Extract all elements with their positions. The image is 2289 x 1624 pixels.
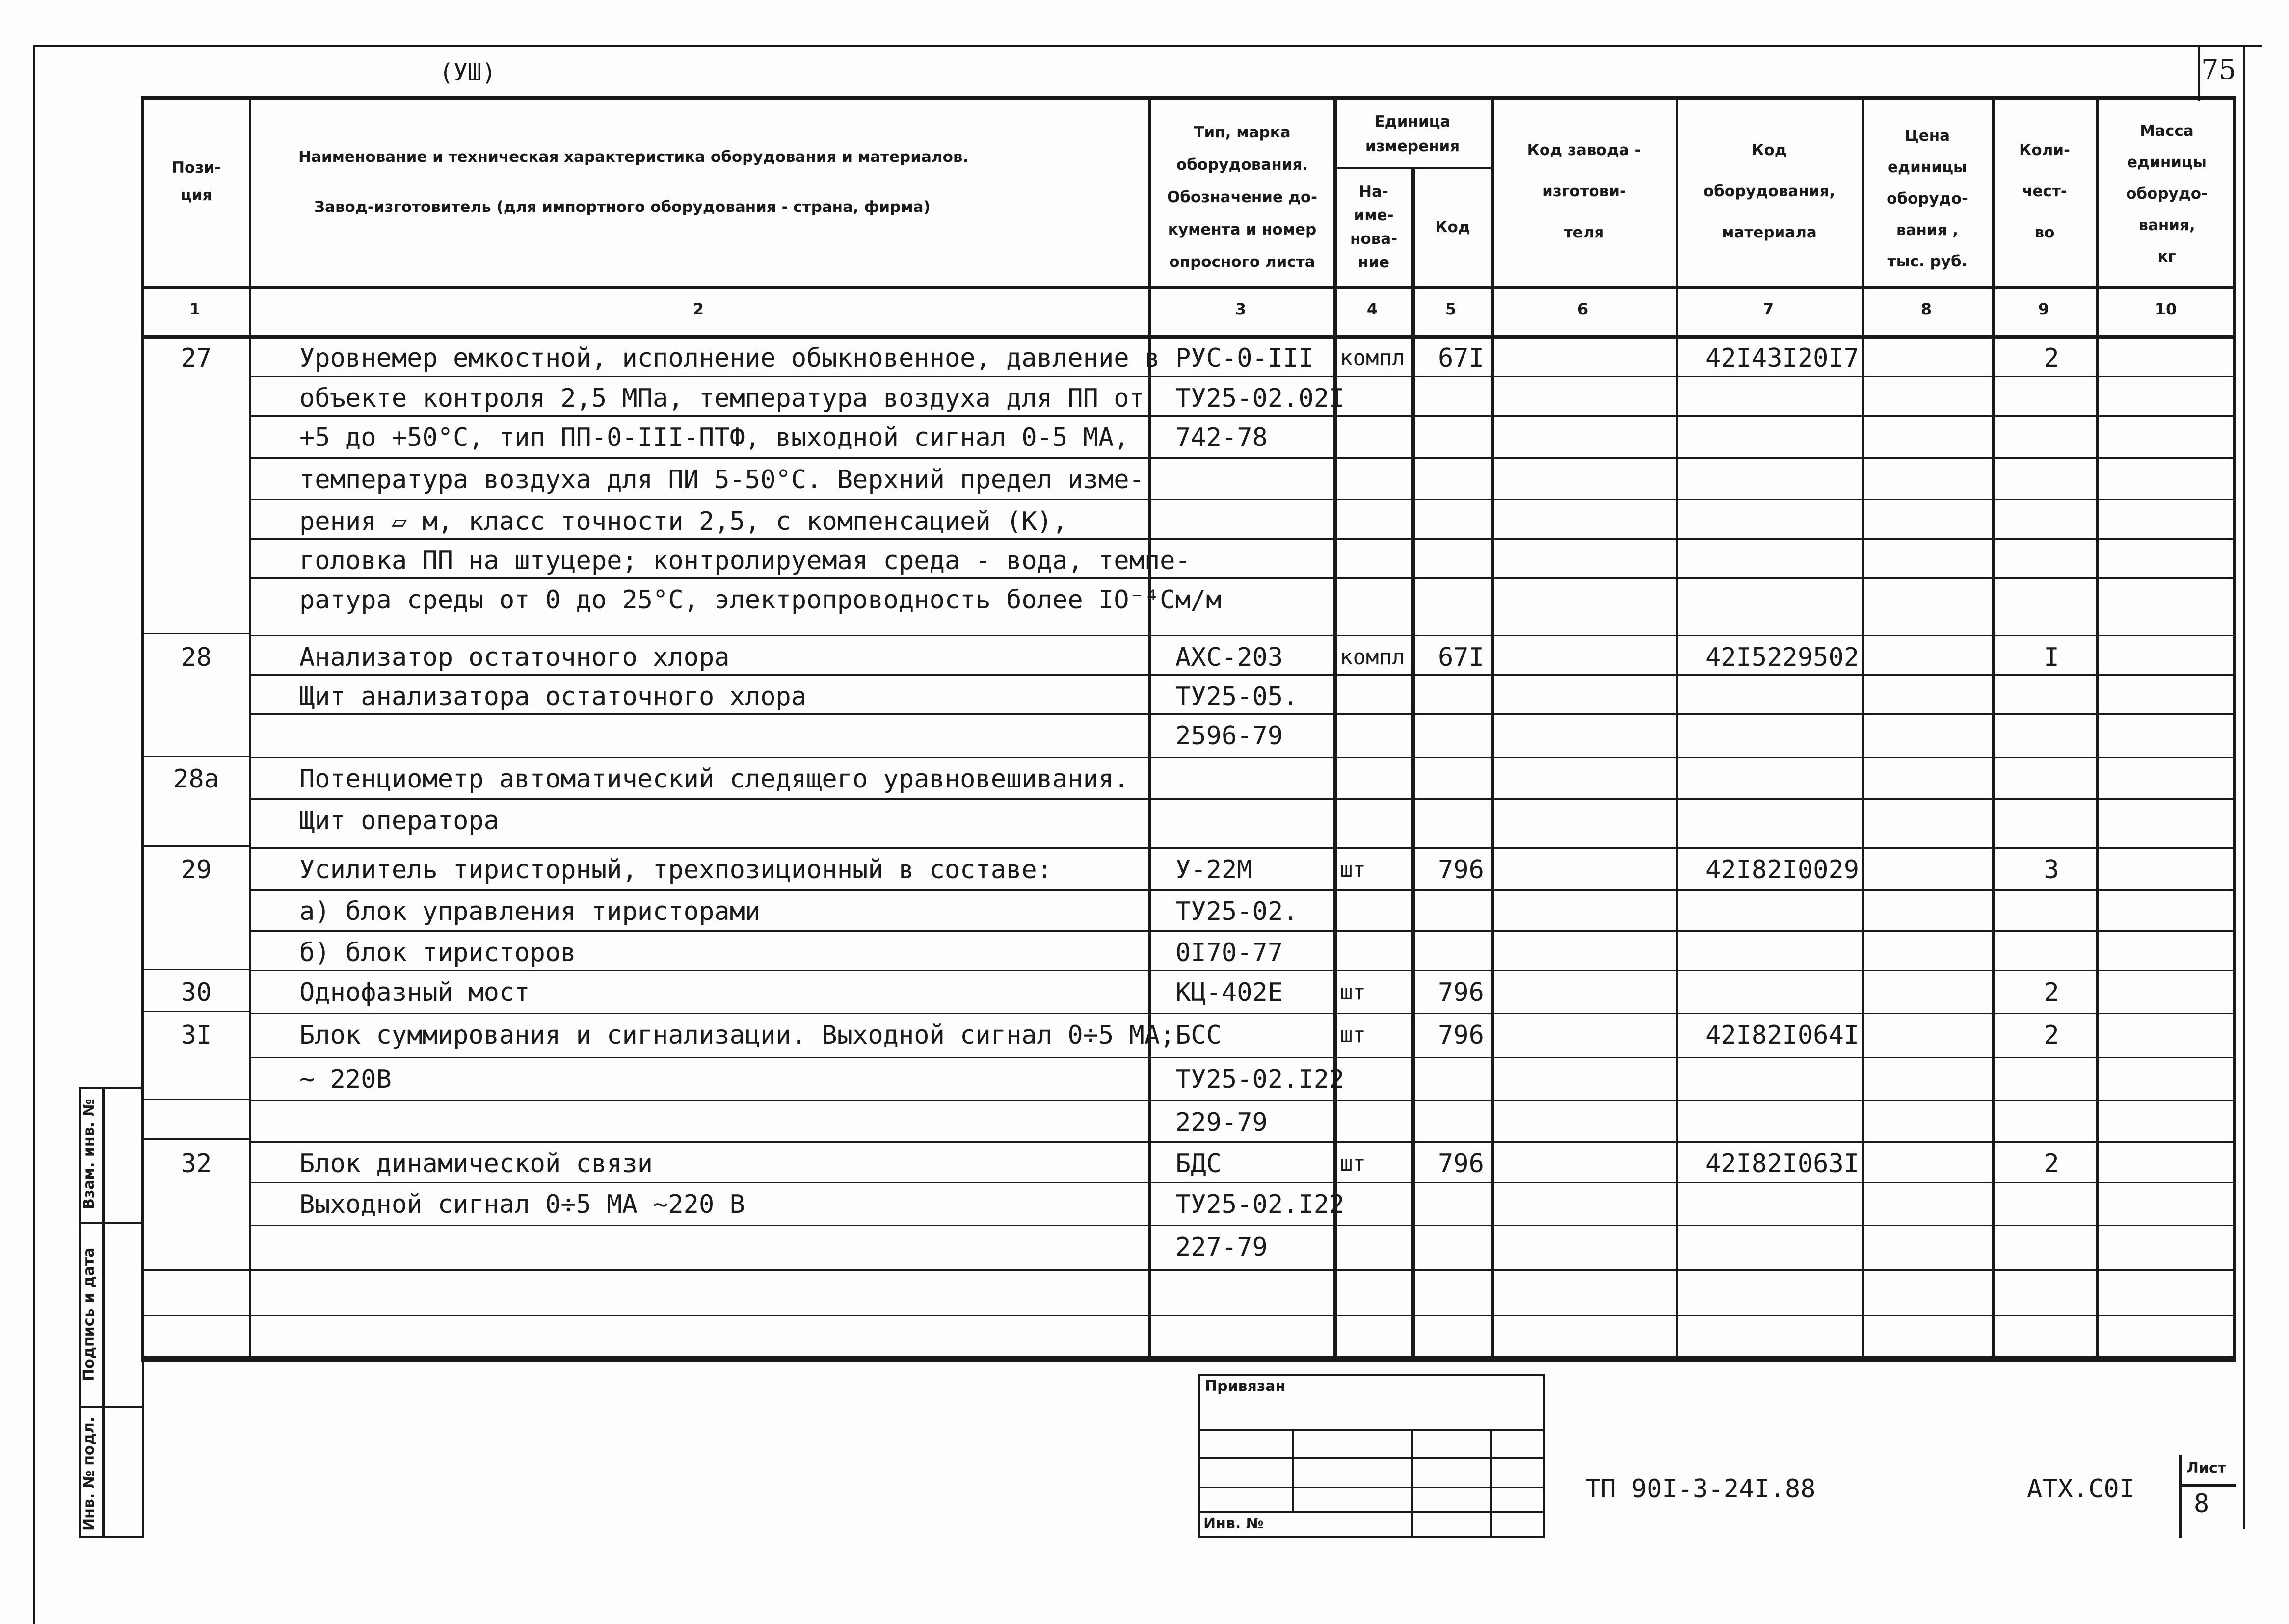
header-factory-code: Код завода - изготови- теля <box>1527 141 1641 241</box>
privyazan-divider <box>1292 1429 1294 1511</box>
quantity-cell: 3 <box>2044 855 2059 885</box>
equipment-code-cell: 42I82I0029 <box>1705 855 1860 885</box>
name-cell: Щит оператора <box>299 806 499 836</box>
type-cell: ТУ25-02.I22 <box>1175 1065 1345 1094</box>
row-line <box>249 1013 2236 1014</box>
unit-code-cell: 67I <box>1438 643 1484 672</box>
type-cell: БДС <box>1175 1149 1222 1179</box>
page-left-edge <box>33 47 35 1624</box>
unit-group-divider <box>1333 167 1491 169</box>
header-bottom-line <box>141 286 2236 289</box>
quantity-cell: 2 <box>2044 1149 2059 1179</box>
name-cell: а) блок управления тиристорами <box>299 897 761 926</box>
position-cell: 28а <box>173 764 219 794</box>
document-code: АТХ.С0I <box>2027 1474 2135 1504</box>
name-cell: Уровнемер емкостной, исполнение обыкновенное, давление в <box>299 343 1160 373</box>
type-cell: 2596-79 <box>1175 721 1283 751</box>
group-line <box>141 756 249 757</box>
equipment-code-cell: 42I82I063I <box>1705 1149 1860 1179</box>
unit-name-cell: шт <box>1340 980 1366 1005</box>
type-cell: 227-79 <box>1175 1232 1268 1262</box>
group-line <box>141 845 249 847</box>
privyazan-divider <box>1411 1429 1413 1538</box>
name-cell: Однофазный мост <box>299 978 530 1007</box>
title-block-top-line <box>141 1359 2236 1362</box>
row-line <box>249 457 2236 459</box>
position-cell: 32 <box>181 1149 212 1179</box>
quantity-cell: 2 <box>2044 1021 2059 1050</box>
unit-name-cell: шт <box>1340 1151 1366 1176</box>
column-number: 8 <box>1920 300 1932 318</box>
column-number: 10 <box>2155 300 2177 318</box>
column-number: 6 <box>1577 300 1589 318</box>
header-unit-group: Единица измерения <box>1365 112 1460 155</box>
privyazan-box <box>1198 1374 1545 1538</box>
type-cell: 742-78 <box>1175 423 1268 452</box>
type-cell: 0I70-77 <box>1175 938 1283 968</box>
name-cell: Блок динамической связи <box>299 1149 653 1179</box>
row-line <box>249 1100 2236 1101</box>
unit-code-cell: 796 <box>1438 1021 1484 1050</box>
header-name-line1: Наименование и техническая характеристика оборудования и материалов. <box>298 148 969 166</box>
header-equipment-code: Код оборудования, материала <box>1703 141 1836 241</box>
privyazan-line <box>1198 1511 1545 1513</box>
side-stamp-row <box>79 1222 144 1224</box>
col-divider <box>1411 167 1415 1359</box>
position-cell: 29 <box>181 855 212 885</box>
privyazan-line <box>1198 1487 1545 1488</box>
row-line <box>249 847 2236 849</box>
side-label-podpis-data: Подпись и дата <box>80 1247 98 1381</box>
group-line <box>141 1315 249 1316</box>
type-cell: 229-79 <box>1175 1108 1268 1137</box>
name-cell: Анализатор остаточного хлора <box>299 643 730 672</box>
header-price: Цена единицы оборудо- вания , тыс. руб. <box>1887 127 1968 270</box>
group-line <box>141 969 249 970</box>
unit-code-cell: 67I <box>1438 343 1484 373</box>
unit-name-cell: компл <box>1340 345 1405 370</box>
unit-name-cell: шт <box>1340 1022 1366 1048</box>
name-cell: Выходной сигнал 0÷5 МА ~220 В <box>299 1190 745 1219</box>
quantity-cell: 2 <box>2044 978 2059 1007</box>
type-cell: У-22М <box>1175 855 1252 885</box>
sheet-box-divider <box>2179 1484 2236 1487</box>
column-number: 4 <box>1366 300 1378 318</box>
header-unit-code: Код <box>1435 218 1470 236</box>
name-cell: Блок суммирования и сигнализации. Выходной сигнал 0÷5 МА; <box>299 1021 1175 1050</box>
row-line <box>249 1315 2236 1316</box>
unit-code-cell: 796 <box>1438 1149 1484 1179</box>
type-cell: КЦ-402Е <box>1175 978 1283 1007</box>
page-number-divider <box>2198 47 2200 101</box>
column-number: 7 <box>1762 300 1774 318</box>
type-cell: РУС-0-III <box>1175 343 1314 373</box>
name-cell: б) блок тиристоров <box>299 938 576 968</box>
header-position: Пози- ция <box>172 159 221 204</box>
side-stamp-row <box>79 1406 144 1408</box>
column-number: 5 <box>1445 300 1457 318</box>
position-cell: 3I <box>181 1021 212 1050</box>
position-cell: 30 <box>181 978 212 1007</box>
unit-code-cell: 796 <box>1438 978 1484 1007</box>
header-name-line2: Завод-изготовитель (для импортного оборудования - страна, фирма) <box>314 198 931 216</box>
equipment-code-cell: 42I5229502 <box>1705 643 1860 672</box>
column-number: 1 <box>189 300 201 318</box>
side-stamp-divider <box>102 1087 105 1538</box>
side-label-inv-podl: Инв. № подл. <box>80 1416 98 1531</box>
group-line <box>141 633 249 634</box>
name-cell: рения ▱ м, класс точности 2,5, с компенсацией (К), <box>299 507 1068 536</box>
quantity-cell: 2 <box>2044 343 2059 373</box>
position-cell: 27 <box>181 343 212 373</box>
type-cell: ТУ25-02.02I <box>1175 384 1345 413</box>
sheet-marker: (УШ) <box>439 59 496 86</box>
privyazan-line <box>1198 1429 1545 1431</box>
side-label-vzam-inv: Взам. инв. № <box>80 1099 98 1209</box>
name-cell: Потенциометр автоматический следящего уравновешивания. <box>299 764 1129 794</box>
type-cell: АХС-203 <box>1175 643 1283 672</box>
privyazan-divider <box>1490 1429 1492 1538</box>
row-line <box>249 635 2236 636</box>
type-cell: ТУ25-02. <box>1175 897 1299 926</box>
name-cell: Усилитель тиристорный, трехпозиционный в составе: <box>299 855 1053 885</box>
type-cell: ТУ25-05. <box>1175 682 1299 711</box>
position-cell: 28 <box>181 643 212 672</box>
name-cell: головка ПП на штуцере; контролируемая среда - вода, темпе- <box>299 546 1191 576</box>
group-line <box>141 1099 249 1100</box>
row-line <box>249 1269 2236 1271</box>
type-cell: БСС <box>1175 1021 1222 1050</box>
type-cell: ТУ25-02.I22 <box>1175 1190 1345 1219</box>
row-line <box>249 757 2236 758</box>
privyazan-line <box>1198 1457 1545 1459</box>
unit-name-cell: компл <box>1340 645 1405 670</box>
inventory-number-label: Инв. № <box>1203 1515 1264 1532</box>
equipment-code-cell: 42I43I20I7 <box>1705 343 1860 373</box>
row-line <box>249 1057 2236 1058</box>
name-cell: ~ 220В <box>299 1065 392 1094</box>
equipment-code-cell: 42I82I064I <box>1705 1021 1860 1050</box>
page-right-edge <box>2243 47 2245 1529</box>
unit-name-cell: шт <box>1340 857 1366 882</box>
header-quantity: Коли- чест- во <box>2019 141 2070 241</box>
name-cell: ратура среды от 0 до 25°С, электропроводность более IO⁻⁴См/м <box>299 585 1222 615</box>
sheet-number: 8 <box>2194 1489 2209 1519</box>
name-cell: Щит анализатора остаточного хлора <box>299 682 807 711</box>
header-type: Тип, марка оборудования. Обозначение до- кумента и номер опросного листа <box>1167 124 1318 271</box>
column-number: 2 <box>692 300 704 318</box>
column-number-bottom-line <box>141 335 2236 339</box>
page-corner-number: 75 <box>2201 54 2236 86</box>
header-unit-name: На- име- нова- ние <box>1350 183 1398 271</box>
row-line <box>249 1225 2236 1226</box>
group-line <box>141 1269 249 1271</box>
privyazan-label: Привязан <box>1205 1378 1286 1395</box>
unit-code-cell: 796 <box>1438 855 1484 885</box>
quantity-cell: I <box>2044 643 2059 672</box>
column-number: 9 <box>2038 300 2049 318</box>
column-number: 3 <box>1235 300 1247 318</box>
project-code: ТП 90I-3-24I.88 <box>1585 1474 1816 1504</box>
sheet-label: Лист <box>2186 1460 2227 1477</box>
name-cell: температура воздуха для ПИ 5-50°С. Верхний предел изме- <box>299 465 1144 495</box>
header-mass: Масса единицы оборудо- вания, кг <box>2126 122 2208 265</box>
name-cell: +5 до +50°С, тип ПП-0-III-ПТФ, выходной сигнал 0-5 МА, <box>299 423 1129 452</box>
name-cell: объекте контроля 2,5 МПа, температура воздуха для ПП от <box>299 384 1144 413</box>
group-line <box>141 1138 249 1140</box>
page-top-edge <box>33 45 2262 47</box>
